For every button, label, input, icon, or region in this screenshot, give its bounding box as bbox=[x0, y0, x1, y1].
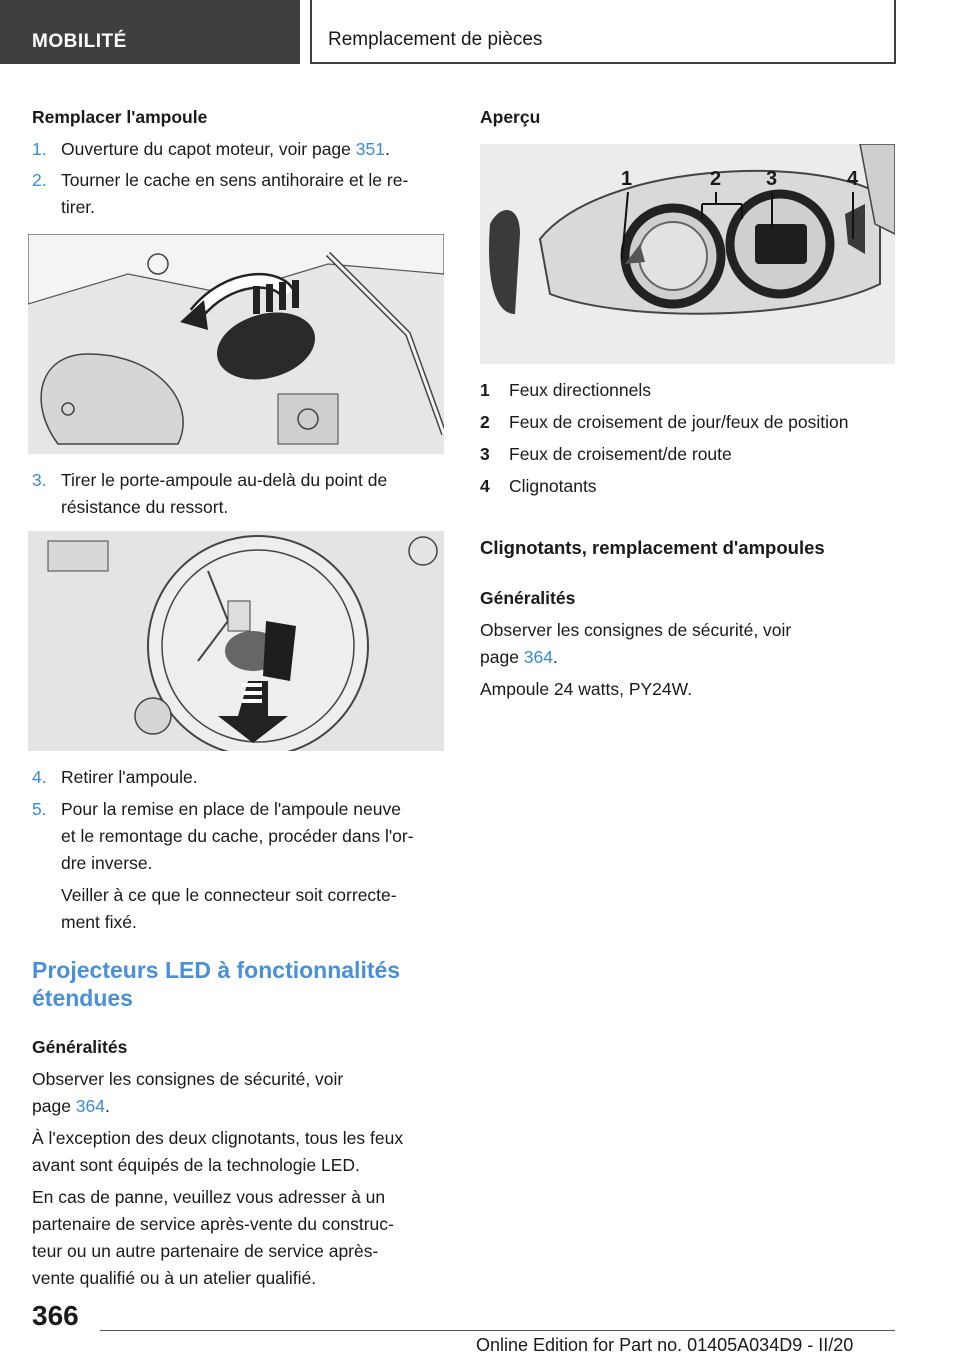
callout-number: 4 bbox=[847, 168, 859, 190]
step-text: Retirer l'ampoule. bbox=[61, 767, 198, 787]
section-title: étendues bbox=[32, 985, 133, 1011]
step-text: Tourner le cache en sens antihoraire et le re- bbox=[61, 170, 409, 190]
step-text: résistance du ressort. bbox=[61, 497, 229, 517]
page-ref-link[interactable]: 364 bbox=[523, 647, 553, 667]
step-number: 2. bbox=[32, 170, 47, 190]
step-text: dre inverse. bbox=[61, 853, 153, 873]
step-text: Ouverture du capot moteur, voir page 351. bbox=[61, 139, 390, 159]
section-tab: MOBILITÉ bbox=[0, 0, 300, 64]
note-text: Veiller à ce que le connecteur soit correcte- bbox=[61, 885, 397, 905]
body-text: page 364. bbox=[480, 647, 558, 667]
legend-text: Clignotants bbox=[509, 476, 597, 496]
body-text: En cas de panne, veuillez vous adresser à un bbox=[32, 1187, 386, 1207]
page-ref-link[interactable]: 351 bbox=[355, 139, 385, 159]
section-title: Projecteurs LED à fonctionnalités bbox=[32, 957, 401, 983]
heading-overview: Aperçu bbox=[480, 107, 541, 127]
body-text: partenaire de service après-vente du construc- bbox=[32, 1214, 394, 1234]
step-number: 3. bbox=[32, 470, 47, 490]
photo-cover-removal bbox=[28, 234, 444, 454]
body-text: teur ou un autre partenaire de service après- bbox=[32, 1241, 379, 1261]
subheading-general: Généralités bbox=[32, 1037, 128, 1057]
step-text: et le remontage du cache, procéder dans l'or- bbox=[61, 826, 414, 846]
heading-replace-bulb: Remplacer l'ampoule bbox=[32, 107, 208, 127]
body-text: page 364. bbox=[32, 1096, 110, 1116]
edition-text: Online Edition for Part no. 01405A034D9 - II/20 bbox=[476, 1335, 854, 1355]
body-text: À l'exception des deux clignotants, tous les feux bbox=[32, 1128, 404, 1148]
page-header bbox=[0, 0, 960, 66]
subheading-turn-signals: Clignotants, remplacement d'ampoules bbox=[480, 537, 825, 558]
legend-text: Feux de croisement de jour/feux de position bbox=[509, 412, 849, 432]
footer-divider bbox=[100, 1330, 895, 1331]
note-text: ment fixé. bbox=[61, 912, 137, 932]
body-text: Ampoule 24 watts, PY24W. bbox=[480, 679, 693, 699]
body-text: vente qualifié ou à un atelier qualifié. bbox=[32, 1268, 317, 1288]
step-text: Tirer le porte-ampoule au-delà du point de bbox=[61, 470, 388, 490]
photo-headlight-overview bbox=[480, 144, 895, 364]
legend-text: Feux directionnels bbox=[509, 380, 652, 400]
legend-number: 1 bbox=[480, 380, 490, 400]
legend-number: 4 bbox=[480, 476, 490, 496]
step-number: 4. bbox=[32, 767, 47, 787]
callout-number: 2 bbox=[710, 168, 722, 190]
step-number: 5. bbox=[32, 799, 47, 819]
topic-title: Remplacement de pièces bbox=[310, 0, 896, 64]
body-text: Observer les consignes de sécurité, voir bbox=[480, 620, 792, 640]
callout-number: 3 bbox=[766, 168, 778, 190]
step-text: Pour la remise en place de l'ampoule neuve bbox=[61, 799, 401, 819]
step-number: 1. bbox=[32, 139, 47, 159]
legend-number: 2 bbox=[480, 412, 490, 432]
page-number: 366 bbox=[32, 1300, 79, 1331]
subheading-general: Généralités bbox=[480, 588, 576, 608]
page-ref-link[interactable]: 364 bbox=[75, 1096, 105, 1116]
step-text: tirer. bbox=[61, 197, 96, 217]
body-text: avant sont équipés de la technologie LED. bbox=[32, 1155, 360, 1175]
body-text: Observer les consignes de sécurité, voir bbox=[32, 1069, 344, 1089]
legend-text: Feux de croisement/de route bbox=[509, 444, 732, 464]
photo-bulb-holder bbox=[28, 531, 444, 751]
legend-number: 3 bbox=[480, 444, 490, 464]
callout-number: 1 bbox=[621, 168, 633, 190]
